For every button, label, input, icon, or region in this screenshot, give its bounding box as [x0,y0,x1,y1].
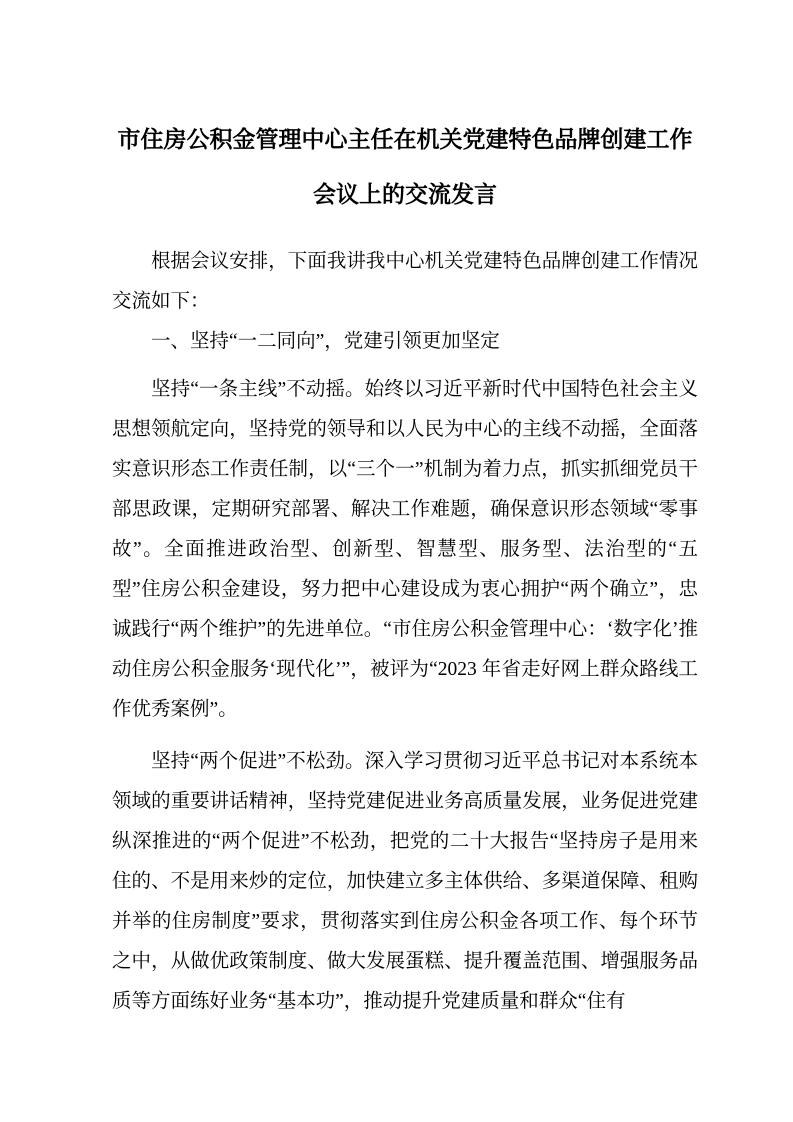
document-title: 市住房公积金管理中心主任在机关党建特色品牌创建工作会议上的交流发言 [117,127,693,207]
section-one-paragraph-main-line: 坚持“一条主线”不动摇。始终以习近平新时代中国特色社会主义思想领航定向，坚持党的领导和以人民为中心的主线不动摇，全面落实意识形态工作责任制，以“三个一”机制为着力点，抓实抓细党员干部思政课，定期研究部署、解决工作难题，确保意识形态领域“零事故”。全面推进政治型、创新型、智慧型、服务型、法治型的“五型”住房公积金建设，努力把中心建设成为衷心拥护“两个确立”，忠诚践行“两个维护”的先进单位。“市住房公积金管理中心：‘数字化’推动住房公积金服务‘现代化’”，被评为“2023 年省走好网上群众路线工作优秀案例”。 [112,379,698,720]
section-one-heading: 一、坚持“一二同向”，党建引领更加坚定 [151,331,500,352]
intro-paragraph: 根据会议安排，下面我讲我中心机关党建特色品牌创建工作情况交流如下： [112,251,698,312]
section-one-paragraph-two-promotions: 坚持“两个促进”不松劲。深入学习贯彻习近平总书记对本系统本领域的重要讲话精神，坚持党建促进业务高质量发展，业务促进党建纵深推进的“两个促进”不松劲，把党的二十大报告“坚持房子是用来住的、不是用来炒的定位，加快建立多主体供给、多渠道保障、租购并举的住房制度”要求，贯彻落实到住房公积金各项工作、每个环节之中，从做优政策制度、做大发展蛋糕、提升覆盖范围、增强服务品质等方面练好业务“基本功”，推动提升党建质量和群众“住有 [112,751,698,1012]
